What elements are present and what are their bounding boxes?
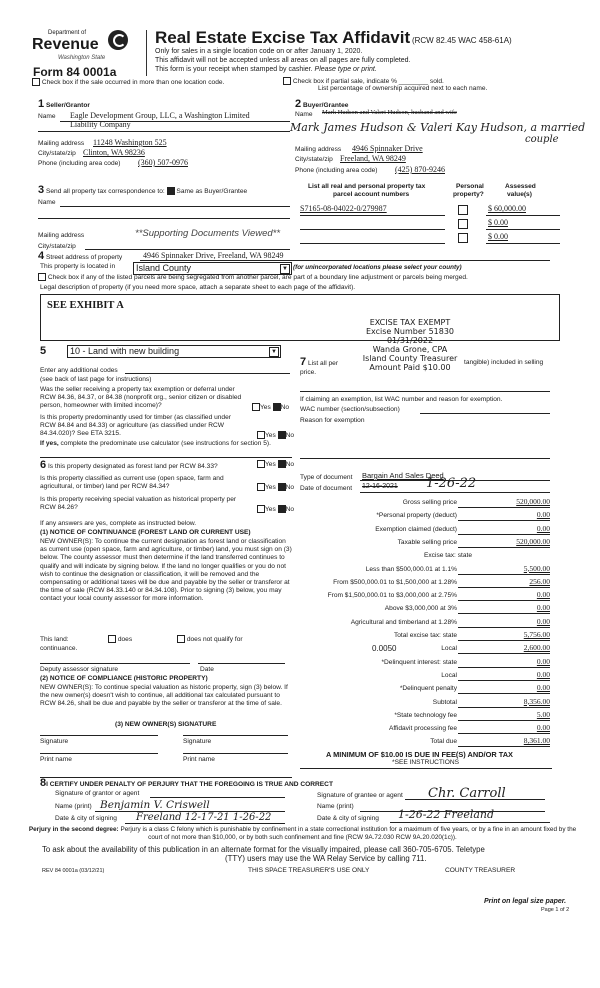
new-owner-signature-title: (3) NEW OWNER(S) SIGNATURE xyxy=(115,721,217,728)
fee-label: *Delinquent interest: state xyxy=(381,658,457,666)
wac-label: WAC number (section/subsection) xyxy=(300,406,400,413)
fee-label: Taxable selling price xyxy=(397,538,457,546)
checkbox[interactable] xyxy=(108,635,116,643)
print-name-label: Print name xyxy=(40,756,72,763)
see-back-note: (see back of last page for instructions) xyxy=(40,376,152,383)
if-yes-note: If yes, complete the predominate use calculator (see instructions for section 5). xyxy=(40,440,271,447)
parcel-row xyxy=(300,233,560,245)
sec5-question-2: Is this property predominantly used for timber (as classified under RCW 84.84 and 84.33) or agriculture (as classified under RCW 84.34.020)? See ETA 3215. xyxy=(40,414,231,438)
does-not-checkbox-row[interactable]: does not qualify for xyxy=(177,635,243,643)
grantee-signature-handwritten[interactable]: Chr. Carroll xyxy=(428,786,506,801)
doc-date-label: Date of document xyxy=(300,485,353,492)
fee-table xyxy=(300,497,552,747)
sec5-question-1: Was the seller receiving a property tax exemption or deferral under RCW 84.36, 84.37, or 84.38 (nonprofit org., senior citizen or disabled person, homeowner with limited income)? xyxy=(40,386,242,410)
parcel-row xyxy=(300,219,560,231)
seller-phone-field[interactable]: (360) 507-0976 xyxy=(138,158,188,167)
seller-city-label: City/state/zip xyxy=(38,150,76,157)
personal-property-checkbox[interactable] xyxy=(458,233,468,243)
perjury-notice: Perjury in the second degree: Perjury is a class C felony which is punishable by confinement in a state correctional institution for a maximum of five years, or by a fine in an amount fixed by the court of not more than $10,000, or by both such confinement and fine (RCW 9A.72.030 RCW 9A.20.020(1c)). xyxy=(28,826,577,841)
no-checkbox[interactable] xyxy=(278,483,286,491)
sec7-text: 7 List all per xyxy=(300,356,339,368)
line xyxy=(486,229,560,230)
q1-yes-no: Yes No xyxy=(252,403,289,411)
seller-name-field-2[interactable]: Liability Company xyxy=(70,120,131,129)
fee-label: *Delinquent penalty xyxy=(399,685,457,693)
grantor-date-handwritten[interactable]: Freeland 12-17-21 1-26-22 xyxy=(136,812,272,823)
line xyxy=(405,799,545,800)
signature-label: Signature xyxy=(183,738,212,745)
line xyxy=(40,457,292,458)
fee-value[interactable]: 5,756.00 xyxy=(523,630,550,639)
parcel-header: List all real and personal property tax xyxy=(308,183,426,190)
date-label: Date xyxy=(200,666,214,673)
subtitle-2: This affidavit will not be accepted unless all areas on all pages are fully completed. xyxy=(155,57,411,64)
property-street-field[interactable]: 4946 Spinnaker Drive, Freeland, WA 98249 xyxy=(143,251,284,260)
line xyxy=(300,215,445,216)
notice-compliance-title: (2) NOTICE OF COMPLIANCE (HISTORIC PROPERTY) xyxy=(40,675,208,682)
same-as-buyer-checkbox[interactable] xyxy=(167,187,175,195)
fee-value[interactable]: 8,361.00 xyxy=(523,736,550,746)
fee-label: Exemption claimed (deduct) xyxy=(375,525,457,533)
segregate-checkbox-row[interactable]: Check box if any of the listed parcels are being segregated from another parcel, are part of a boundary line adjustment or parcels being merged. xyxy=(38,273,468,281)
sec6-question-2: Is this property classified as current use (open space, farm and agricultural, or timber) land per RCW 84.34? xyxy=(40,475,224,491)
buyer-name-struck: Mark Hudson and Valeri Hudson, husband and wife xyxy=(322,109,457,116)
county-note: (for unincorporated locations please select your county) xyxy=(293,264,462,271)
revenue-logo-text: Revenue xyxy=(32,36,99,53)
buyer-city-label: City/state/zip xyxy=(295,156,333,163)
no-checkbox[interactable] xyxy=(278,460,286,468)
line xyxy=(390,822,550,823)
legal-paper-note: Print on legal size paper. xyxy=(484,898,567,905)
certify-heading: 8I CERTIFY UNDER PENALTY OF PERJURY THAT THE FOREGOING IS TRUE AND CORRECT xyxy=(40,777,333,789)
fee-label: Excise tax: state xyxy=(423,552,472,560)
fee-line xyxy=(458,653,550,654)
fee-row xyxy=(300,723,552,735)
grantor-name-label: Name (print) xyxy=(55,803,92,810)
fee-value[interactable]: 0.00 xyxy=(536,616,550,626)
yes-checkbox[interactable] xyxy=(257,431,265,439)
line xyxy=(300,391,550,392)
assessed-value-field[interactable]: $ 0.00 xyxy=(488,218,508,227)
parcel-row xyxy=(300,204,560,216)
fee-line xyxy=(458,640,550,641)
q4-yes-no: Yes No xyxy=(257,483,294,491)
line xyxy=(486,243,560,244)
revision-label: REV 84 0001a (03/12/21) xyxy=(42,868,105,874)
fee-value[interactable]: 520,000.00 xyxy=(516,497,550,506)
checkbox[interactable] xyxy=(177,635,185,643)
fee-value[interactable]: 2,600.00 xyxy=(523,643,550,653)
page-number: Page 1 of 2 xyxy=(541,907,570,913)
grantee-name-label: Name (print) xyxy=(317,803,354,810)
sec3-mail-label: Mailing address xyxy=(38,232,85,239)
assessed-header-2: value(s) xyxy=(507,191,532,198)
legal-description-text: SEE EXHIBIT A xyxy=(47,300,124,311)
supporting-documents-note: **Supporting Documents Viewed** xyxy=(135,228,281,239)
print-name-line[interactable] xyxy=(40,753,158,754)
fee-line xyxy=(458,627,550,628)
fee-label: *State technology fee xyxy=(394,711,457,719)
sec3-name-label: Name xyxy=(38,199,56,206)
fee-row xyxy=(300,697,552,709)
deputy-label: Deputy assessor signature xyxy=(40,666,119,673)
header-divider xyxy=(146,30,147,76)
fee-line xyxy=(458,667,550,668)
buyer-phone-label: Phone (including area code) xyxy=(295,167,378,174)
accessibility-notice: To ask about the availability of this publication in an alternate format for the visually impaired, please call 360-705-6705. Teletype xyxy=(42,845,485,854)
fee-row xyxy=(300,603,552,615)
grantee-date-label: Date & city of signing xyxy=(317,815,379,822)
does-checkbox-row[interactable]: does xyxy=(108,635,132,643)
sec4-heading: 4 Street address of property xyxy=(38,250,123,262)
dept-label: Department of xyxy=(48,30,87,36)
sec7-text-c: price. xyxy=(300,369,317,376)
fee-row xyxy=(300,710,552,722)
subtitle-1: Only for sales in a single location code on or after January 1, 2020. xyxy=(155,48,363,55)
line xyxy=(300,458,550,459)
signature-line[interactable] xyxy=(40,735,158,736)
fee-value[interactable]: 0.00 xyxy=(536,669,550,679)
line xyxy=(300,243,445,244)
fee-value[interactable]: 0.00 xyxy=(536,683,550,693)
fee-value[interactable]: 0.00 xyxy=(536,656,550,666)
form-title: Real Estate Excise Tax Affidavit xyxy=(155,28,411,47)
personal-property-checkbox[interactable] xyxy=(458,205,468,215)
partial-sale-checkbox-row[interactable]: Check box if partial sale, indicate % ________ sold. xyxy=(283,77,444,85)
fee-value[interactable]: 0.00 xyxy=(536,523,550,533)
reason-label: Reason for exemption xyxy=(300,417,365,424)
fee-label: From $500,000.01 to $1,500,000 at 1.28% xyxy=(333,578,457,586)
fee-label: Subtotal xyxy=(432,698,457,706)
fee-row xyxy=(300,510,552,522)
seller-name-field[interactable]: Eagle Development Group, LLC, a Washington Limited xyxy=(70,111,250,120)
grantor-signature-line[interactable] xyxy=(150,797,285,798)
doc-date-struck: 12-16-2021 xyxy=(362,483,398,490)
seller-name-label: Name xyxy=(38,113,56,120)
fee-label: Local xyxy=(441,671,457,679)
fee-label: Local xyxy=(441,645,457,653)
fee-label: From $1,500,000.01 to $3,000,000 at 2.75% xyxy=(327,592,457,600)
fee-row xyxy=(300,630,552,642)
fee-row xyxy=(300,736,552,748)
fee-line xyxy=(458,680,550,681)
fee-line xyxy=(458,733,550,734)
located-label: This property is located in xyxy=(40,263,116,270)
fee-row xyxy=(300,683,552,695)
local-rate: 0.0050 xyxy=(372,644,397,654)
personal-header: Personal xyxy=(456,183,484,190)
minimum-notice: A MINIMUM OF $10.00 IS DUE IN FEE(S) AND/OR TAX xyxy=(326,750,513,759)
seller-heading: 1 Seller/Grantor xyxy=(38,98,90,110)
assessed-header: Assessed xyxy=(505,183,536,190)
additional-codes-label: Enter any additional codes xyxy=(40,367,118,374)
seller-mail-label: Mailing address xyxy=(38,140,85,147)
line xyxy=(125,823,285,824)
sec6-q1: 6 Is this property designated as forest land per RCW 84.33? xyxy=(40,459,218,471)
no-checkbox[interactable] xyxy=(278,505,286,513)
this-land-label: This land: xyxy=(40,636,69,643)
fee-label: Gross selling price xyxy=(402,499,457,506)
fee-value[interactable]: 0.00 xyxy=(536,723,550,733)
form-number: Form 84 0001a xyxy=(33,65,117,79)
sec7-text-b: tangible) included in selling xyxy=(464,359,544,366)
line xyxy=(38,131,290,132)
fee-value[interactable]: 0.00 xyxy=(536,603,550,613)
sec3-heading: 3 Send all property tax correspondence to: Same as Buyer/Grantee xyxy=(38,184,248,196)
grantor-name-handwritten[interactable]: Benjamin V. Criswell xyxy=(100,799,210,811)
assessed-value-field[interactable]: $ 0.00 xyxy=(488,232,508,241)
seller-mail-field[interactable]: 11248 Washington 525 xyxy=(93,138,167,147)
treasurer-space-label: THIS SPACE TREASURER'S USE ONLY xyxy=(248,867,370,874)
fee-label: Total due xyxy=(430,738,457,746)
checkbox[interactable] xyxy=(32,78,40,86)
buyer-name-handwritten[interactable]: Mark James Hudson & Valeri Kay Hudson, a married xyxy=(290,121,586,134)
fee-line xyxy=(458,587,550,588)
notice-continuance-title: (1) NOTICE OF CONTINUANCE (FOREST LAND OR CURRENT USE) xyxy=(40,529,251,536)
grantee-date-handwritten[interactable]: 1-26-22 Freeland xyxy=(398,808,495,821)
notice-continuance-text: NEW OWNER(S): To continue the current designation as forest land or classification as current use (open space, farm and agriculture, or timber) land, you must sign on (3) below. The county assessor must then determine if the land transferred continues to qualify and will indicate by signing below. If the land no longer qualifies or you do not wish to continue the designation or classification, it will be removed and the compensating or additional taxes will be due and payable by the seller or transferor at the time of sale (RCW 84.33.140 or 84.34.108). Prior to signing (3) below, you may contact your local county assessor for more information. xyxy=(40,538,292,603)
dor-logo-icon xyxy=(108,30,128,50)
fee-label: Agricultural and timberland at 1.28% xyxy=(350,618,457,626)
fee-value[interactable]: 0.00 xyxy=(536,510,550,520)
doc-type-field[interactable]: Bargain And Sales Deed xyxy=(362,471,444,480)
fee-line xyxy=(458,547,550,548)
sec6-question-3: Is this property receiving special valuation as historical property per RCW 84.26? xyxy=(40,496,237,512)
print-name-label: Print name xyxy=(183,756,215,763)
title-row xyxy=(155,28,512,48)
fee-value[interactable]: 8,356.00 xyxy=(523,696,550,706)
fee-row xyxy=(300,564,552,576)
exemption-note: If claiming an exemption, list WAC number and reason for exemption. xyxy=(300,396,503,403)
legal-description-label: Legal description of property (if you need more space, attach a separate sheet to each page of the affidavit). xyxy=(40,284,356,291)
fee-line xyxy=(458,534,550,535)
line xyxy=(38,218,290,219)
line xyxy=(300,229,445,230)
sec5-number: 5 xyxy=(40,345,47,357)
fee-label: Affidavit processing fee xyxy=(388,725,457,733)
fee-line xyxy=(458,600,550,601)
fee-row xyxy=(300,617,552,629)
personal-property-checkbox[interactable] xyxy=(458,219,468,229)
signature-line[interactable] xyxy=(183,735,288,736)
doc-date-handwritten[interactable]: 1-26-22 xyxy=(426,476,477,491)
fee-row xyxy=(300,577,552,589)
q3-yes-no: Yes No xyxy=(257,460,294,468)
fee-line xyxy=(458,720,550,721)
seller-phone-label: Phone (including area code) xyxy=(38,160,121,167)
fee-value[interactable]: 520,000.00 xyxy=(516,536,550,546)
assessed-value-field[interactable]: $ 60,000.00 xyxy=(488,204,526,213)
fee-line xyxy=(458,613,550,614)
buyer-mail-field[interactable]: 4946 Spinnaker Drive xyxy=(352,144,423,153)
seller-city-field[interactable]: Clinton, WA 98236 xyxy=(83,148,145,157)
doc-type-label: Type of document xyxy=(300,474,353,481)
line xyxy=(60,206,290,207)
fee-row xyxy=(300,670,552,682)
grantee-signature-label: Signature of grantee or agent xyxy=(317,792,403,799)
chevron-down-icon: ▼ xyxy=(280,264,290,274)
signature-label: Signature xyxy=(40,738,69,745)
fee-line xyxy=(458,520,550,521)
continuance-label: continuance. xyxy=(40,645,78,652)
fee-label: Less than $500,000.01 at 1.1% xyxy=(365,565,457,573)
treasurer-stamp: EXCISE TAX EXEMPT Excise Number 51830 01/31/2022 Wanda Grone, CPA Island County Treasurer Amount Paid $10.00 xyxy=(362,318,458,372)
buyer-name-label: Name xyxy=(295,111,313,118)
yes-checkbox[interactable] xyxy=(257,460,265,468)
line xyxy=(360,492,550,493)
fee-line xyxy=(458,507,550,508)
q5-yes-no: Yes No xyxy=(257,505,294,513)
checkbox[interactable] xyxy=(283,77,291,85)
county-select[interactable]: Island County ▼ xyxy=(133,262,292,275)
fee-line xyxy=(458,746,550,747)
fee-label: *Personal property (deduct) xyxy=(376,512,457,520)
buyer-mail-label: Mailing address xyxy=(295,146,342,153)
sec3-city-label: City/state/zip xyxy=(38,243,76,250)
notice-compliance-text: NEW OWNER(S): To continue special valuation as historic property, sign (3) below. If the new owner(s) doesn't wish to continue, all additional tax calculated pursuant to RCW 84.26, shall be due and payable by the seller or transferor at the time of sale. xyxy=(40,684,288,708)
print-name-line[interactable] xyxy=(183,753,288,754)
fee-row xyxy=(300,497,552,509)
state-label: Washington State xyxy=(58,55,106,61)
partial-note: List percentage of ownership acquired next to each name. xyxy=(318,85,488,92)
parcel-header-2: parcel account numbers xyxy=(333,191,410,198)
subtitle-3: This form is your receipt when stamped by cashier. Please type or print. xyxy=(155,66,377,73)
land-use-code-select[interactable]: 10 - Land with new building ▼ xyxy=(67,345,281,358)
multi-location-checkbox-row[interactable]: Check box if the sale occurred in more than one location code. xyxy=(32,78,224,86)
any-yes-note: If any answers are yes, complete as instructed below. xyxy=(40,520,197,527)
fee-label: Total excise tax: state xyxy=(393,632,457,639)
fee-line xyxy=(458,707,550,708)
fee-value[interactable]: 5.00 xyxy=(536,709,550,719)
line xyxy=(140,260,550,261)
fee-line xyxy=(458,693,550,694)
parcel-number-field[interactable]: S7165-08-04022-0/279987 xyxy=(300,204,387,213)
fee-row xyxy=(300,643,552,655)
fee-row xyxy=(300,590,552,602)
line xyxy=(486,215,560,216)
yes-checkbox[interactable] xyxy=(257,483,265,491)
line xyxy=(125,373,290,374)
no-checkbox[interactable] xyxy=(278,431,286,439)
buyer-name-handwritten-2: couple xyxy=(525,134,559,145)
q2-yes-no: Yes No xyxy=(257,431,294,439)
fee-value[interactable]: 0.00 xyxy=(536,590,550,600)
fee-row xyxy=(300,537,552,549)
line xyxy=(300,768,552,769)
personal-header-2: property? xyxy=(453,191,484,198)
fee-row xyxy=(300,524,552,536)
yes-checkbox[interactable] xyxy=(257,505,265,513)
fee-line xyxy=(458,574,550,575)
chevron-down-icon: ▼ xyxy=(269,347,279,357)
fee-row xyxy=(300,657,552,669)
see-instructions: *SEE INSTRUCTIONS xyxy=(392,759,460,766)
deputy-signature-line[interactable] xyxy=(40,663,190,664)
buyer-heading: 2 Buyer/Grantee xyxy=(295,98,349,110)
rcw-reference: (RCW 82.45 WAC 458-61A) xyxy=(411,36,512,45)
grantor-signature-label: Signature of grantor or agent xyxy=(55,790,140,797)
accessibility-notice-2: (TTY) users may use the WA Relay Service by calling 711. xyxy=(225,854,427,863)
county-treasurer-label: COUNTY TREASURER xyxy=(445,867,516,874)
wac-field[interactable] xyxy=(420,413,550,414)
fee-label: Above $3,000,000 at 3% xyxy=(384,605,457,613)
fee-value[interactable]: 256.00 xyxy=(529,576,550,586)
buyer-city-field[interactable]: Freeland, WA 98249 xyxy=(340,154,406,163)
yes-checkbox[interactable] xyxy=(252,403,260,411)
deputy-date-line[interactable] xyxy=(198,663,285,664)
no-checkbox[interactable] xyxy=(273,403,281,411)
checkbox[interactable] xyxy=(38,273,46,281)
fee-value[interactable]: 5,500.00 xyxy=(523,563,550,573)
buyer-phone-field[interactable]: (425) 870-9246 xyxy=(395,165,445,174)
grantor-date-label: Date & city of signing xyxy=(55,815,117,822)
fee-row xyxy=(300,550,552,562)
